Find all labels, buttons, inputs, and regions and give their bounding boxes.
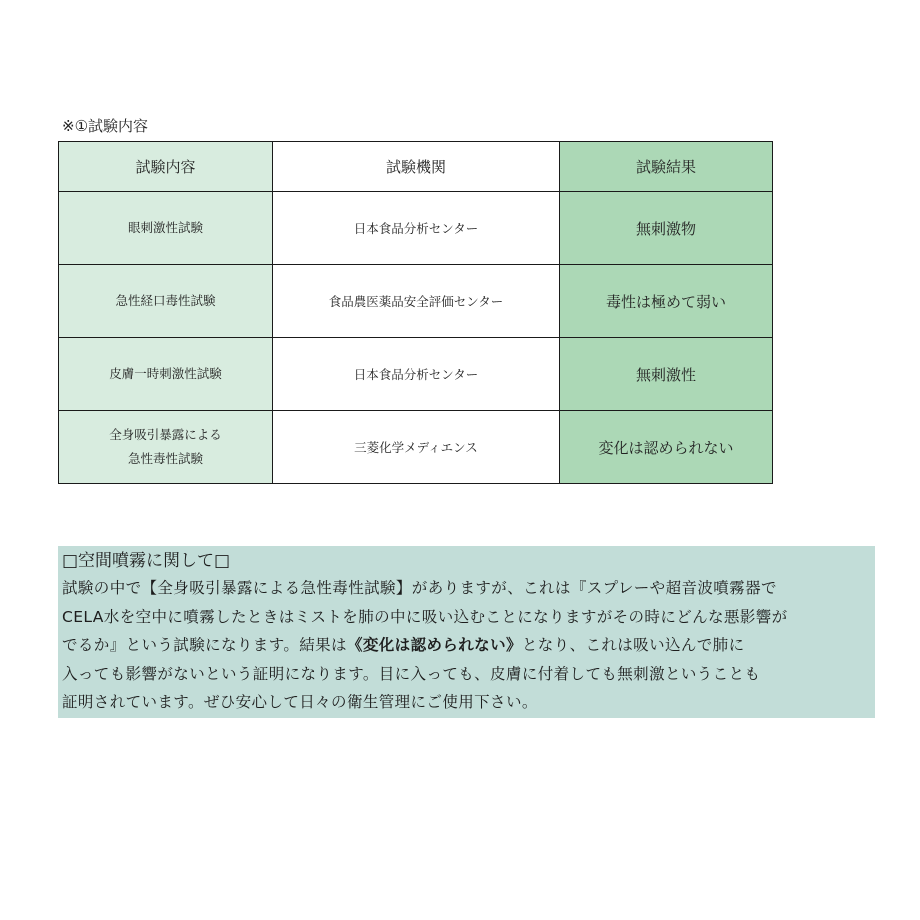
test-content-text: 急性経口毒性試験 [115, 293, 216, 308]
note-line-5: 証明されています。ぜひ安心して日々の衛生管理にご使用下さい。 [62, 693, 538, 711]
test-organization-cell: 日本食品分析センター [273, 338, 560, 411]
note-line-1: 試験の中で【全身吸引暴露による急性毒性試験】がありますが、これは『スプレーや超音波噴霧器で [62, 579, 777, 597]
test-content-cell [59, 411, 273, 484]
note-line-3-start: でるか』という試験になります。結果は [62, 636, 347, 654]
test-content-text: 眼刺激性試験 [127, 220, 203, 235]
header-test-result: 試験結果 [560, 142, 773, 192]
test-organization-cell: 食品農医薬品安全評価センター [273, 265, 560, 338]
test-result-cell: 無刺激物 [560, 192, 773, 265]
header-test-organization: 試験機関 [273, 142, 560, 192]
spray-note-box [58, 546, 875, 718]
test-content-text-line2: 急性毒性試験 [127, 451, 203, 466]
table-caption: ※①試験内容 [62, 117, 149, 135]
test-results-table [58, 141, 773, 484]
table-row [59, 265, 773, 338]
test-result-cell: 変化は認められない [560, 411, 773, 484]
header-test-content: 試験内容 [59, 142, 273, 192]
table-header-row [59, 142, 773, 192]
note-title: □空間噴霧に関して□ [62, 551, 231, 571]
note-line-2: CELA水を空中に噴霧したときはミストを肺の中に吸い込むことになりますがその時にどんな悪影響が [62, 607, 788, 626]
test-content-text: 皮膚一時刺激性試験 [109, 366, 222, 381]
test-content-cell [59, 192, 273, 265]
note-highlight-result: 《変化は認められない》 [346, 636, 522, 654]
test-content-cell [59, 338, 273, 411]
test-content-cell [59, 265, 273, 338]
note-line-4: 入っても影響がないという証明になります。目に入っても、皮膚に付着しても無刺激ということも [62, 664, 761, 683]
note-line-3 [62, 631, 871, 660]
test-content-text-line1: 全身吸引暴露による [109, 427, 222, 442]
note-line-3-end: となり、これは吸い込んで肺に [521, 636, 745, 654]
table-row [59, 192, 773, 265]
table-row [59, 411, 773, 484]
test-organization-cell: 日本食品分析センター [273, 192, 560, 265]
test-result-cell: 毒性は極めて弱い [560, 265, 773, 338]
test-result-cell: 無刺激性 [560, 338, 773, 411]
test-organization-cell: 三菱化学メディエンス [273, 411, 560, 484]
table-row [59, 338, 773, 411]
